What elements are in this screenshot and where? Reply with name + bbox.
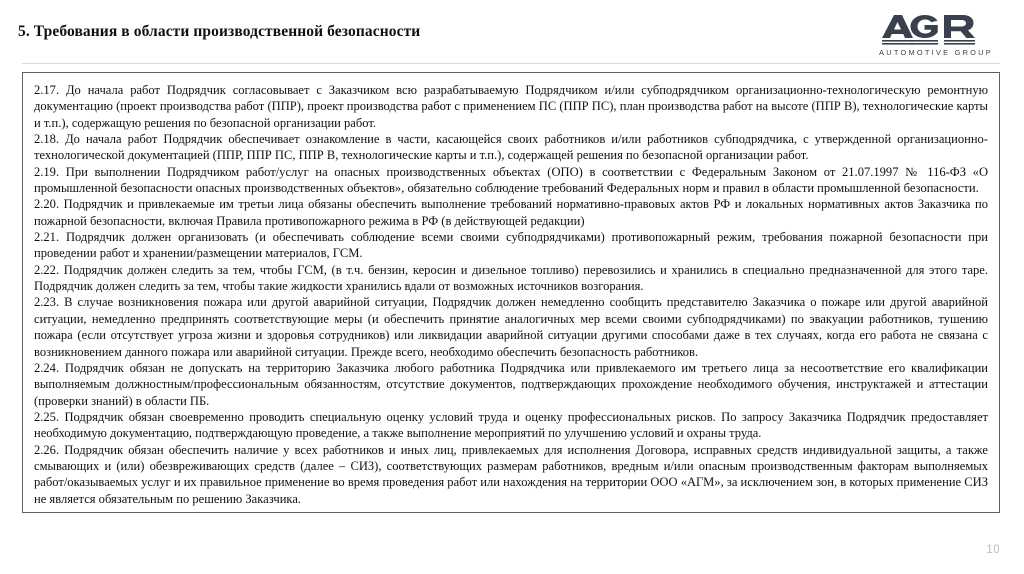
paragraph-2-24: 2.24. Подрядчик обязан не допускать на территорию Заказчика любого работника Подрядчика или привлекаемого им третьего лица за несоответствие его квалификации выполняемым должностным/профессиональным обязанностям, отсутствие документов, подтверждающих прохождение необходимого обучения, инструктажей и аттестации (проверки знаний) в области ПБ. [34, 360, 988, 408]
paragraph-2-21: 2.21. Подрядчик должен организовать (и обеспечивать соблюдение всеми своими субподрядчиками) противопожарный режим, требования пожарной безопасности при проведении работ и хранении/размещении материалов, ГСМ. [34, 230, 988, 261]
slide-header [0, 0, 1024, 62]
paragraph-2-19: 2.19. При выполнении Подрядчиком работ/услуг на опасных производственных объектах (ОПО) в соответствии с Федеральным Законом от 21.07.1997 № 116-ФЗ «О промышленной безопасности опасных производственных объектов», обязательно соблюдение требований Федеральных норм и правил в области промышленной безопасности. [34, 164, 988, 196]
paragraph-2-26: 2.26. Подрядчик обязан обеспечить наличие у всех работников и иных лиц, привлекаемых для исполнения Договора, исправных средств индивидуальной защиты, а также смывающих и (или) обезвреживающих средств (далее – СИЗ), соответствующих размерам работников, вредным и/или опасным производственным факторам выполняемых работ/оказываемых услуг и их правильное применение во время проведения работ или нахождения на территории ООО «АГМ», за исключением зон, в которых применение СИЗ не является обязательным по решению Заказчика. [34, 442, 988, 506]
agr-logo-icon [877, 14, 995, 47]
paragraph-2-18: 2.18. До начала работ Подрядчик обеспечивает ознакомление в части, касающейся своих работников и/или работников субподрядчика, с утвержденной организационно-технологической документацией (ППР, ППР ПС, ППР В, технологические карты и т.п.), содержащей решения по безопасной организации работ. [34, 132, 988, 163]
header-divider [22, 63, 1000, 64]
paragraph-list [34, 82, 988, 507]
content-box [22, 72, 1000, 513]
paragraph-2-22: 2.22. Подрядчик должен следить за тем, чтобы ГСМ, (в т.ч. бензин, керосин и дизельное топливо) перевозились и хранились в специально предназначенной для этого таре. Подрядчик должен следить за тем, чтобы такие жидкости хранились вдали от возможных источников возгорания. [34, 262, 988, 294]
paragraph-2-17: 2.17. До начала работ Подрядчик согласовывает с Заказчиком всю разрабатываемую Подрядчиком и/или субподрядчиком организационно-технологическую ремонтную документацию (проект производства работ (ППР), проект производства работ с применением ПС (ППР ПС), план производства работ на высоте (ППР В), технологические карты и т.п.), содержащую решения по безопасной организации работ. [34, 83, 988, 130]
paragraph-2-20: 2.20. Подрядчик и привлекаемые им третьи лица обязаны обеспечить выполнение требований нормативно-правовых актов РФ и локальных нормативных актов Заказчика по пожарной безопасности, включая Правила противопожарного режима в РФ (в действующей редакции) [34, 197, 988, 228]
page-number: 10 [986, 544, 1000, 556]
agr-logo-tagline: AUTOMOTIVE GROUP [879, 48, 993, 57]
paragraph-2-23: 2.23. В случае возникновения пожара или другой аварийной ситуации, Подрядчик должен немедленно сообщить представителю Заказчика о пожаре или другой аварийной ситуации, немедленно предпринять соответствующие меры (и обеспечить принятие аналогичных мер всеми своими субподрядчиками) по эвакуации работников, тушению пожара (если отсутствует угроза жизни и здоровья сотрудников) или ликвидации аварийной ситуации другими способами даже в тех случаях, когда его работа не связана с возникновением данного пожара или аварийной ситуации. Прежде всего, необходимо обеспечить безопасность работников. [34, 295, 988, 359]
agr-logo [870, 14, 1002, 60]
page-title: 5. Требования в области производственной безопасности [18, 23, 421, 40]
paragraph-2-25: 2.25. Подрядчик обязан своевременно проводить специальную оценку условий труда и оценку профессиональных рисков. По запросу Заказчика Подрядчик предоставляет необходимую документацию, подтверждающую проведение, а также выполнение мероприятий по улучшению условий и охраны труда. [34, 409, 988, 441]
